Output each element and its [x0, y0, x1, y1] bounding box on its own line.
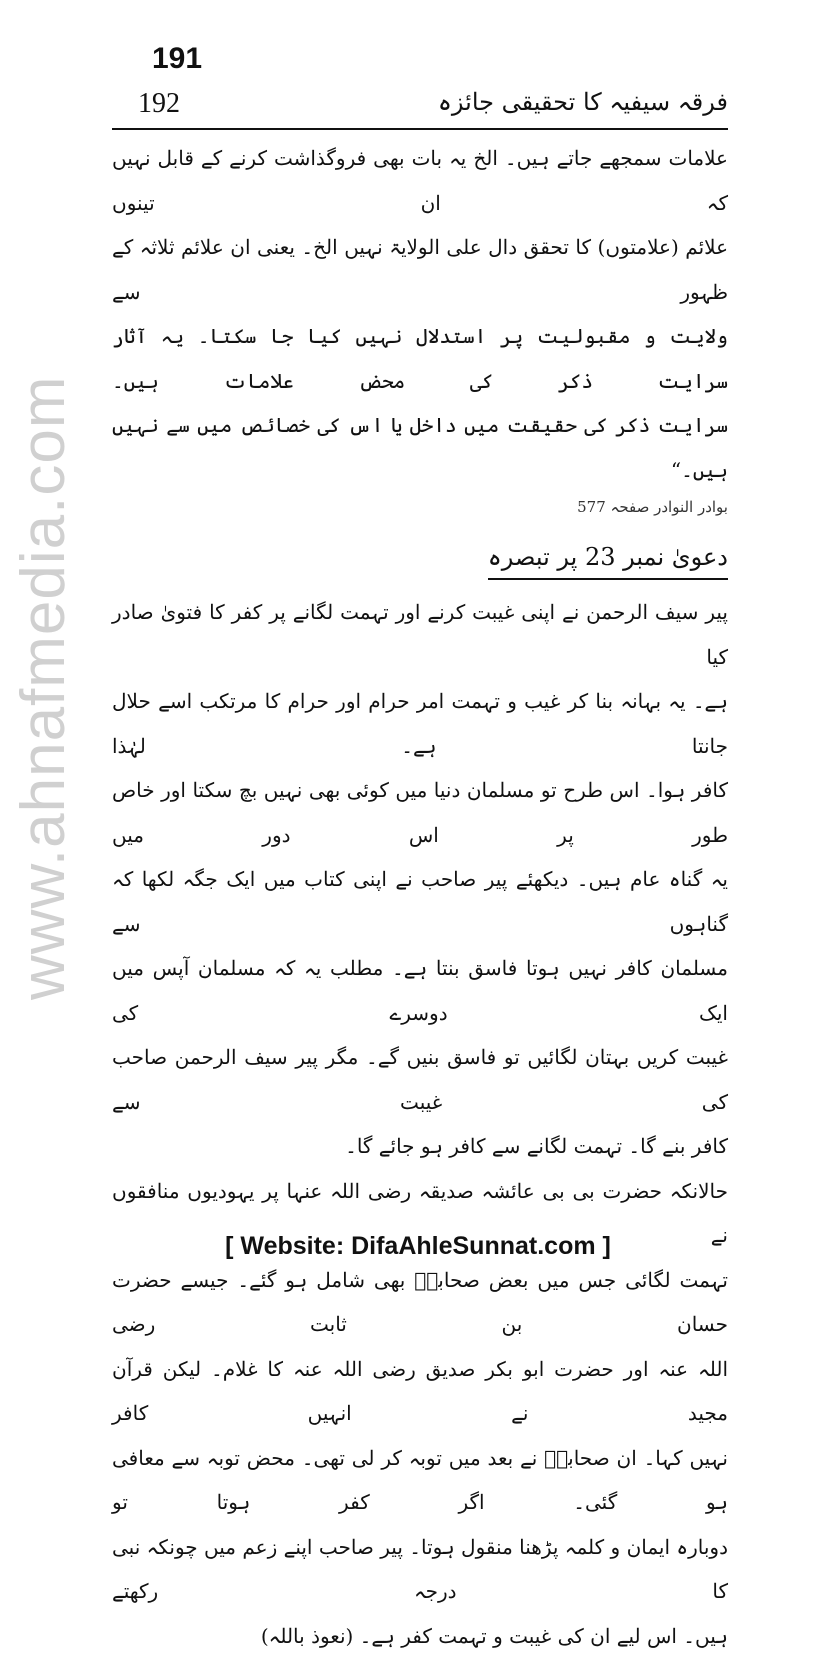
text-line: سرایت ذکر کی حقیقت میں داخل یا اس کی خصائص میں سے نہیں ہیں۔“: [112, 403, 728, 492]
watermark: www.ahnafmedia.com: [8, 0, 78, 1000]
text-line: ہے۔ یہ بہانہ بنا کر غیب و تہمت امر حرام اور حرام کا مرتکب اسے حلال جانتا ہے۔ لہٰذا: [112, 679, 728, 768]
text-line: تہمت لگائی جس میں بعض صحابیؓ بھی شامل ہو گئے۔ جیسے حضرت حسان بن ثابت رضی: [112, 1258, 728, 1347]
paragraph-1: [112, 590, 728, 1169]
header-title: فرقہ سیفیہ کا تحقیقی جائزہ: [438, 88, 728, 116]
text-line: علائم (علامتوں) کا تحقق دال علی الولایۃ نہیں الخ۔ یعنی ان علائم ثلاثہ کے ظہور سے: [112, 225, 728, 314]
text-line: حالانکہ حضرت بی بی عائشہ صدیقہ رضی اللہ عنہا پر یہودیوں منافقوں نے: [112, 1169, 728, 1258]
page-content: [112, 136, 728, 1658]
text-line: ولایت و مقبولیت پر استدلال نہیں کیا جا سکتا۔ یہ آثار سرایت ذکر کی محض علامات ہیں۔: [112, 314, 728, 403]
reference-citation: بوادر النوادر صفحہ 577: [112, 496, 728, 518]
text-line: علامات سمجھے جاتے ہیں۔ الخ یہ بات بھی فروگذاشت کرنے کے قابل نہیں کہ ان تینوں: [112, 136, 728, 225]
text-line: کافر ہوا۔ اس طرح تو مسلمان دنیا میں کوئی بھی نہیں بچ سکتا اور خاص طور پر اس دور میں: [112, 768, 728, 857]
text-line: پیر سیف الرحمن نے اپنی غیبت کرنے اور تہمت لگانے پر کفر کا فتویٰ صادر کیا: [112, 590, 728, 679]
page-header: [112, 84, 728, 130]
page-number-top: 191: [152, 42, 202, 76]
text-line: کافر بنے گا۔ تہمت لگانے سے کافر ہو جائے گا۔: [112, 1124, 728, 1169]
header-page-number: 192: [138, 88, 180, 120]
text-line: مسلمان کافر نہیں ہوتا فاسق بنتا ہے۔ مطلب یہ کہ مسلمان آپس میں ایک دوسرے کی: [112, 946, 728, 1035]
text-line: نہیں کہا۔ ان صحابہؓ نے بعد میں توبہ کر لی تھی۔ محض توبہ سے معافی ہو گئی۔ اگر کفر ہوتا تو: [112, 1436, 728, 1525]
quote-block: [112, 136, 728, 492]
website-footer: [ Website: DifaAhleSunnat.com ]: [0, 1232, 836, 1261]
text-line: غیبت کریں بہتان لگائیں تو فاسق بنیں گے۔ مگر پیر سیف الرحمن صاحب کی غیبت سے: [112, 1035, 728, 1124]
text-line: اللہ عنہ اور حضرت ابو بکر صدیق رضی اللہ عنہ کا غلام۔ لیکن قرآن مجید نے انہیں کافر: [112, 1347, 728, 1436]
text-line: ہیں۔ اس لیے ان کی غیبت و تہمت کفر ہے۔ (نعوذ باللہ): [112, 1614, 728, 1658]
text-line: یہ گناہ عام ہیں۔ دیکھئے پیر صاحب نے اپنی کتاب میں ایک جگہ لکھا کہ گناہوں سے: [112, 857, 728, 946]
text-line: دوبارہ ایمان و کلمہ پڑھنا منقول ہوتا۔ پیر صاحب اپنے زعم میں چونکہ نبی کا درجہ رکھتے: [112, 1525, 728, 1614]
section-heading: دعویٰ نمبر 23 پر تبصرہ: [488, 538, 728, 580]
